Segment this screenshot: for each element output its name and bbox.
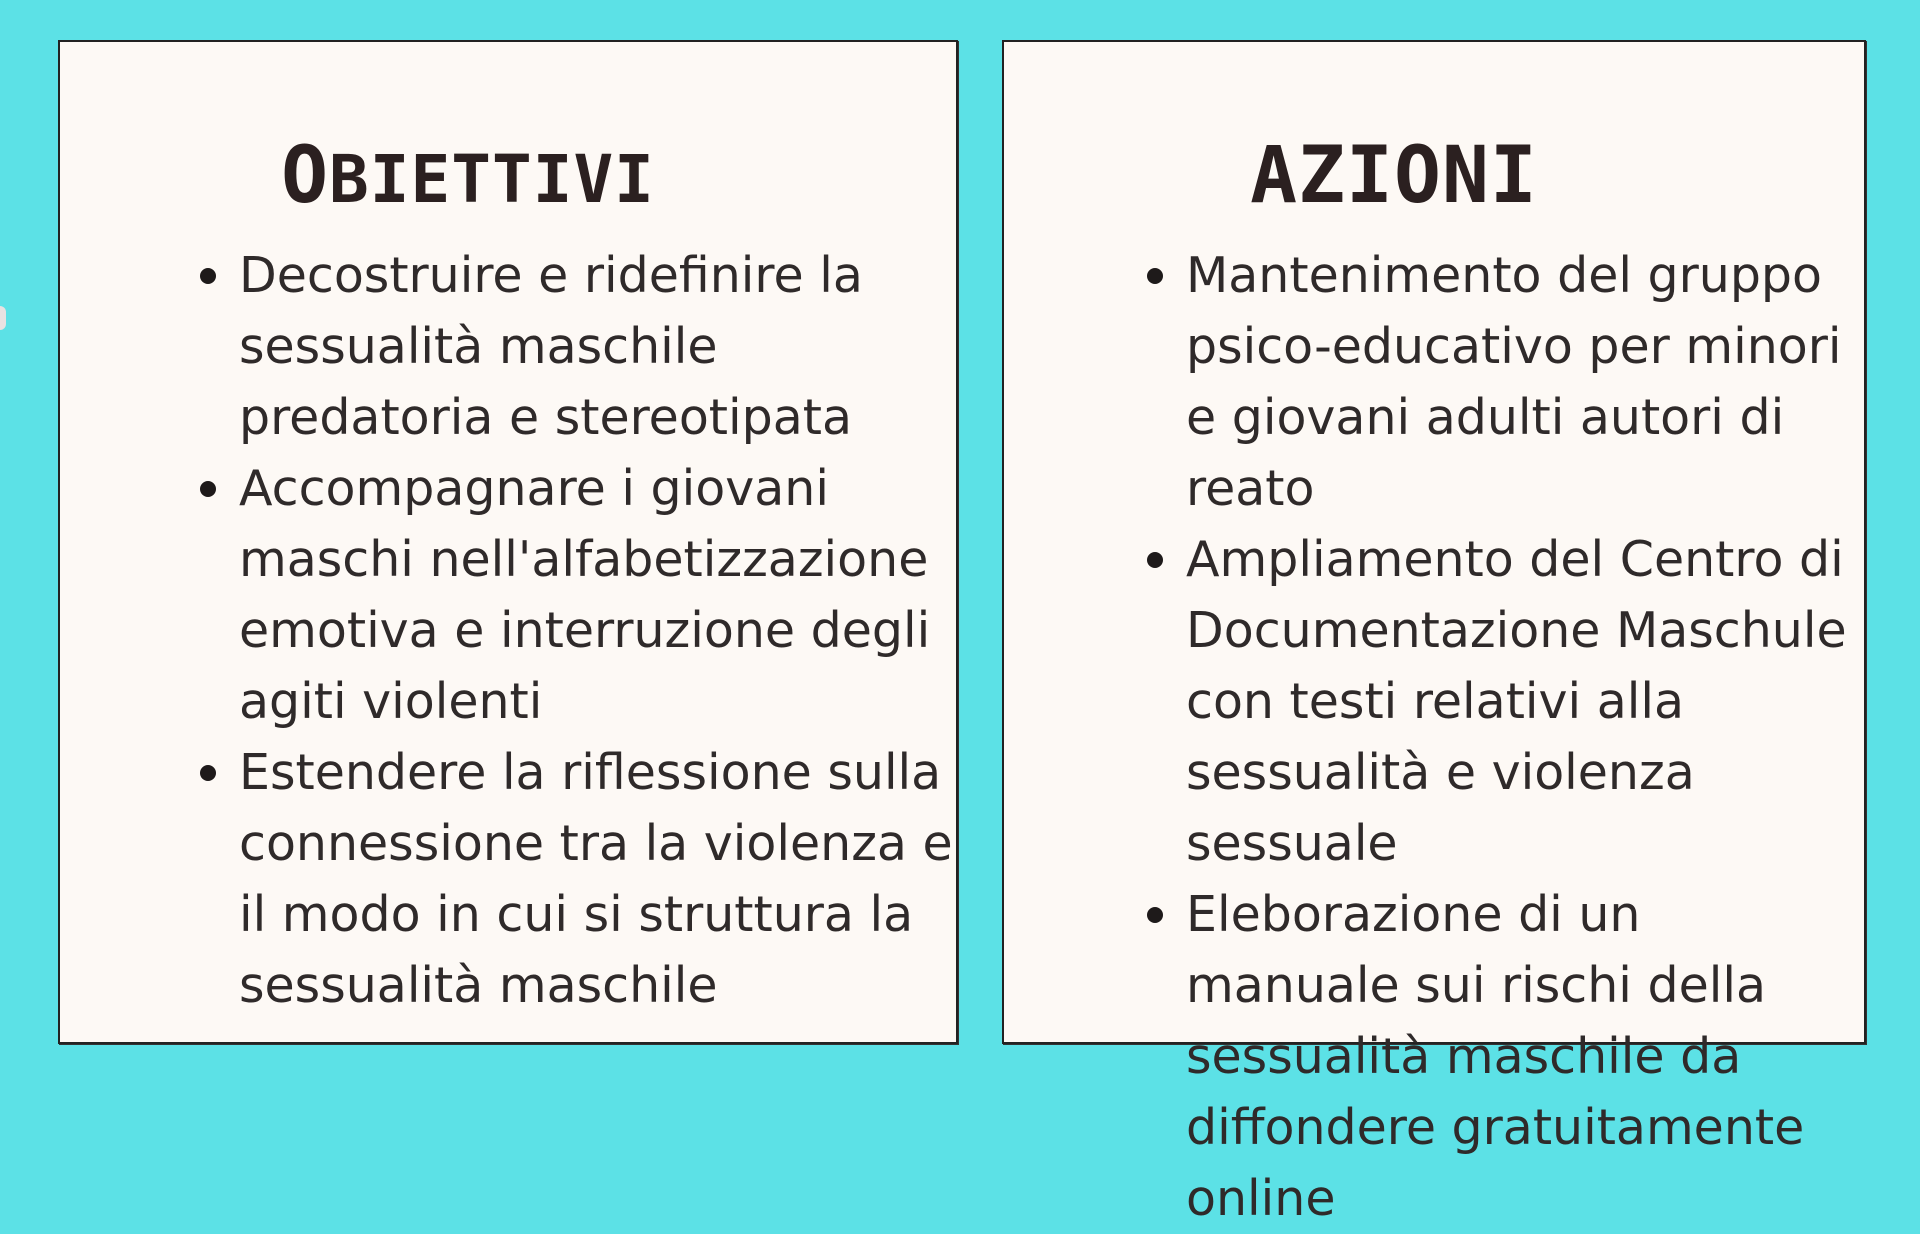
slide-edge-marker: [0, 306, 6, 330]
bullet-icon: [200, 481, 216, 497]
obiettivi-list: [195, 240, 955, 1021]
list-item-text: Mantenimento del gruppo psico-educativo per minori e giovani adulti autori di reato: [1186, 247, 1842, 517]
obiettivi-title-rest: BIETTIVI: [329, 141, 655, 218]
list-item: [195, 453, 955, 737]
list-item-text: Ampliamento del Centro di Documentazione Maschule con testi relativi alla sessualità e violenza sessuale: [1186, 531, 1847, 872]
list-item: [195, 240, 955, 453]
azioni-card: [1002, 40, 1866, 1227]
list-item: [195, 737, 955, 1021]
azioni-list: [1142, 240, 1862, 1234]
list-item: [1142, 524, 1862, 879]
list-item: [1142, 879, 1862, 1234]
list-item-text: Decostruire e ridefinire la sessualità maschile predatoria e stereotipata: [239, 247, 863, 446]
list-item: [1142, 240, 1862, 524]
list-item-text: Eleborazione di un manuale sui rischi della sessualità maschile da diffondere gratuitamente online: [1186, 886, 1805, 1227]
bullet-icon: [1147, 907, 1163, 923]
bullet-icon: [1147, 552, 1163, 568]
obiettivi-title: [20, 130, 916, 226]
obiettivi-title-initial: O: [281, 131, 330, 221]
bullet-icon: [1147, 268, 1163, 284]
bullet-icon: [200, 765, 216, 781]
bullet-icon: [200, 268, 216, 284]
list-item-text: Estendere la riflessione sulla connessione tra la violenza e il modo in cui si struttura la sessualità maschile: [239, 744, 953, 1014]
azioni-title: AZIONI: [1250, 131, 1538, 221]
list-item-text: Accompagnare i giovani maschi nell'alfabetizzazione emotiva e interruzione degli agiti violenti: [239, 460, 931, 730]
obiettivi-card: [58, 40, 958, 1044]
